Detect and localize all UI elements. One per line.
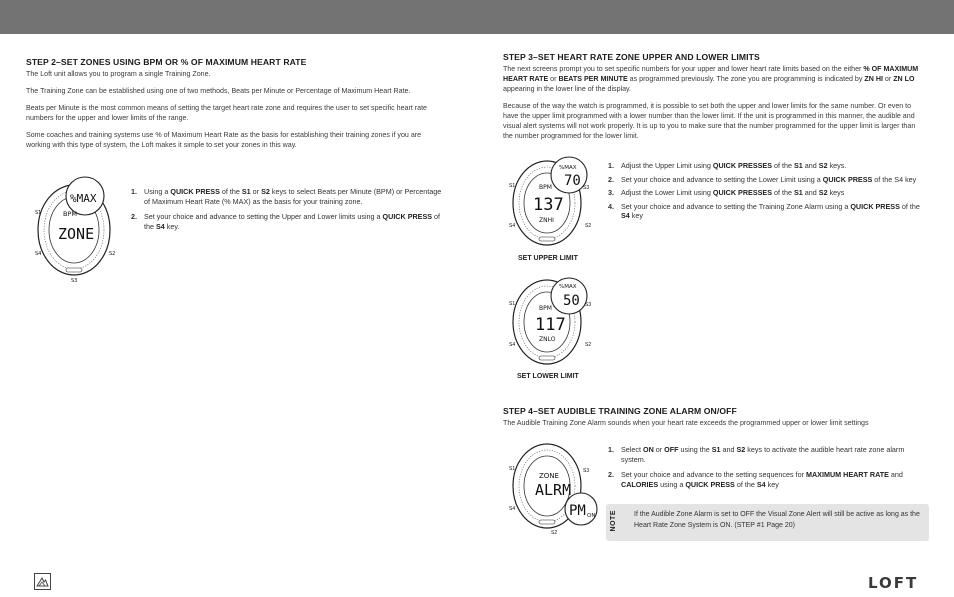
svg-text:S3: S3 — [583, 468, 590, 474]
step2-section — [26, 57, 446, 150]
svg-text:BPM: BPM — [539, 184, 552, 191]
step3-section — [503, 52, 923, 141]
step2-item-1: 1. Using a QUICK PRESS of the S1 or S2 keys to select Beats per Minute (BPM) or Percentage of Maximum Heart Rate (% MAX) as the basis for your training zone. — [131, 187, 442, 206]
step4-section — [503, 406, 923, 428]
svg-text:%MAX: %MAX — [559, 284, 577, 290]
svg-text:S3: S3 — [71, 278, 78, 284]
watch-upper-limit-illustration — [505, 155, 600, 255]
step3-title: STEP 3–SET HEART RATE ZONE UPPER AND LOWER LIMITS — [503, 52, 760, 62]
watch-zone-alarm-illustration — [505, 438, 605, 538]
svg-text:137: 137 — [533, 195, 564, 215]
step2-instructions — [131, 187, 446, 237]
step3-paragraph-2: Because of the way the watch is programmed, it is possible to set both the upper and lower limits for the same number. Or even to have the upper limit programmed with a lower number than the lower limit. If the unit is programmed in this manner, the audible and visual alert systems will not work properly. It is up to you to make sure that the number programmed for the upper limit is larger than the number programmed for the lower limit. — [503, 102, 916, 140]
svg-text:S4: S4 — [509, 342, 516, 348]
svg-text:ZNHI: ZNHI — [539, 217, 554, 224]
note-tag: NOTE — [610, 510, 617, 532]
watch-lower-limit-illustration — [505, 272, 600, 372]
note-box — [606, 504, 929, 541]
svg-text:117: 117 — [535, 315, 566, 335]
step2-item-2: 2. Set your choice and advance to setting the Upper and Lower limits using a QUICK PRESS of the S4 key. — [131, 212, 441, 231]
caption-set-lower-limit: SET LOWER LIMIT — [517, 373, 579, 380]
step3-paragraph-1: The next screens prompt you to set specific numbers for your upper and lower heart rate limits based on the either % OF MAXIMUM HEART RATE or BEATS PER MINUTE as programmed previously. The zone you are programming is indicated by ZN HI or ZN LO appearing in the lower line of the display. — [503, 65, 919, 93]
step4-title: STEP 4–SET AUDIBLE TRAINING ZONE ALARM ON/OFF — [503, 406, 737, 416]
svg-text:S4: S4 — [509, 223, 516, 229]
svg-text:S2: S2 — [109, 251, 116, 257]
step4-item-1: 1. Select ON or OFF using the S1 and S2 keys to activate the audible heart rate zone alarm system. — [608, 445, 905, 464]
svg-text:S4: S4 — [35, 251, 42, 257]
step2-paragraph-1: The Loft unit allows you to program a single Training Zone. — [26, 70, 211, 78]
watch-main-label: ZONE — [58, 225, 95, 243]
svg-text:PM: PM — [569, 503, 586, 519]
svg-text:%MAX: %MAX — [559, 165, 577, 171]
svg-text:S1: S1 — [509, 466, 516, 472]
loft-logo: LOFT — [868, 574, 919, 592]
svg-text:BPM: BPM — [539, 305, 552, 312]
header-bar — [0, 0, 954, 34]
step3-item-2: 2. Set your choice and advance to setting the Lower Limit using a QUICK PRESS of the S4 key — [608, 174, 917, 184]
mountain-logo-icon — [34, 573, 51, 590]
svg-text:S1: S1 — [509, 301, 516, 307]
caption-set-upper-limit: SET UPPER LIMIT — [518, 255, 578, 262]
svg-text:ON: ON — [587, 513, 596, 519]
svg-text:S2: S2 — [585, 223, 592, 229]
svg-text:50: 50 — [563, 293, 580, 309]
svg-text:S3: S3 — [583, 185, 590, 191]
note-text: If the Audible Zone Alarm is set to OFF the Visual Zone Alert will still be active as long as the Heart Rate Zone System is ON. (STEP #1 Page 20) — [634, 511, 920, 529]
svg-text:ZNLO: ZNLO — [539, 336, 556, 343]
step3-item-3: 3. Adjust the Lower Limit using QUICK PRESSES of the S1 and S2 keys — [608, 188, 845, 197]
step3-instructions — [608, 161, 926, 227]
step4-paragraph-1: The Audible Training Zone Alarm sounds when your heart rate exceeds the programmed upper or lower limit settings — [503, 419, 869, 427]
svg-text:S4: S4 — [509, 506, 516, 512]
step2-paragraph-3: Beats per Minute is the most common means of setting the target heart rate zone and requires the user to set specific heart rate numbers for the upper and lower limits of the range. — [26, 104, 428, 122]
step4-item-2: 2. Set your choice and advance to the setting sequences for MAXIMUM HEART RATE and CALORIES using a QUICK PRESS of the S4 key — [608, 470, 903, 489]
svg-text:S3: S3 — [585, 302, 592, 308]
step4-instructions — [608, 445, 926, 495]
step2-paragraph-4: Some coaches and training systems use % of Maximum Heart Rate as the basis for establishing their training zones if you are working with this type of system, the Loft makes it simple to set your zones in this way. — [26, 131, 422, 149]
svg-text:S2: S2 — [551, 530, 558, 536]
step2-title: STEP 2–SET ZONES USING BPM OR % OF MAXIMUM HEART RATE — [26, 57, 307, 67]
svg-text:S2: S2 — [585, 342, 592, 348]
step3-item-1: 1. Adjust the Upper Limit using QUICK PRESSES of the S1 and S2 keys. — [608, 161, 847, 170]
watch-zone-select-illustration — [30, 176, 125, 288]
svg-text:S1: S1 — [509, 183, 516, 189]
watch-mid-label: BPM — [63, 210, 77, 218]
svg-text:70: 70 — [564, 173, 581, 189]
step3-item-4: 4. Set your choice and advance to setting the Training Zone Alarm using a QUICK PRESS of the S4 key — [608, 201, 920, 220]
svg-text:ZONE: ZONE — [539, 472, 559, 480]
svg-text:S1: S1 — [35, 210, 42, 216]
svg-text:ALRM: ALRM — [535, 481, 572, 499]
step2-paragraph-2: The Training Zone can be established using one of two methods, Beats per Minute or Percentage of Maximum Heart Rate. — [26, 87, 411, 95]
watch-top-label: %MAX — [70, 192, 97, 205]
